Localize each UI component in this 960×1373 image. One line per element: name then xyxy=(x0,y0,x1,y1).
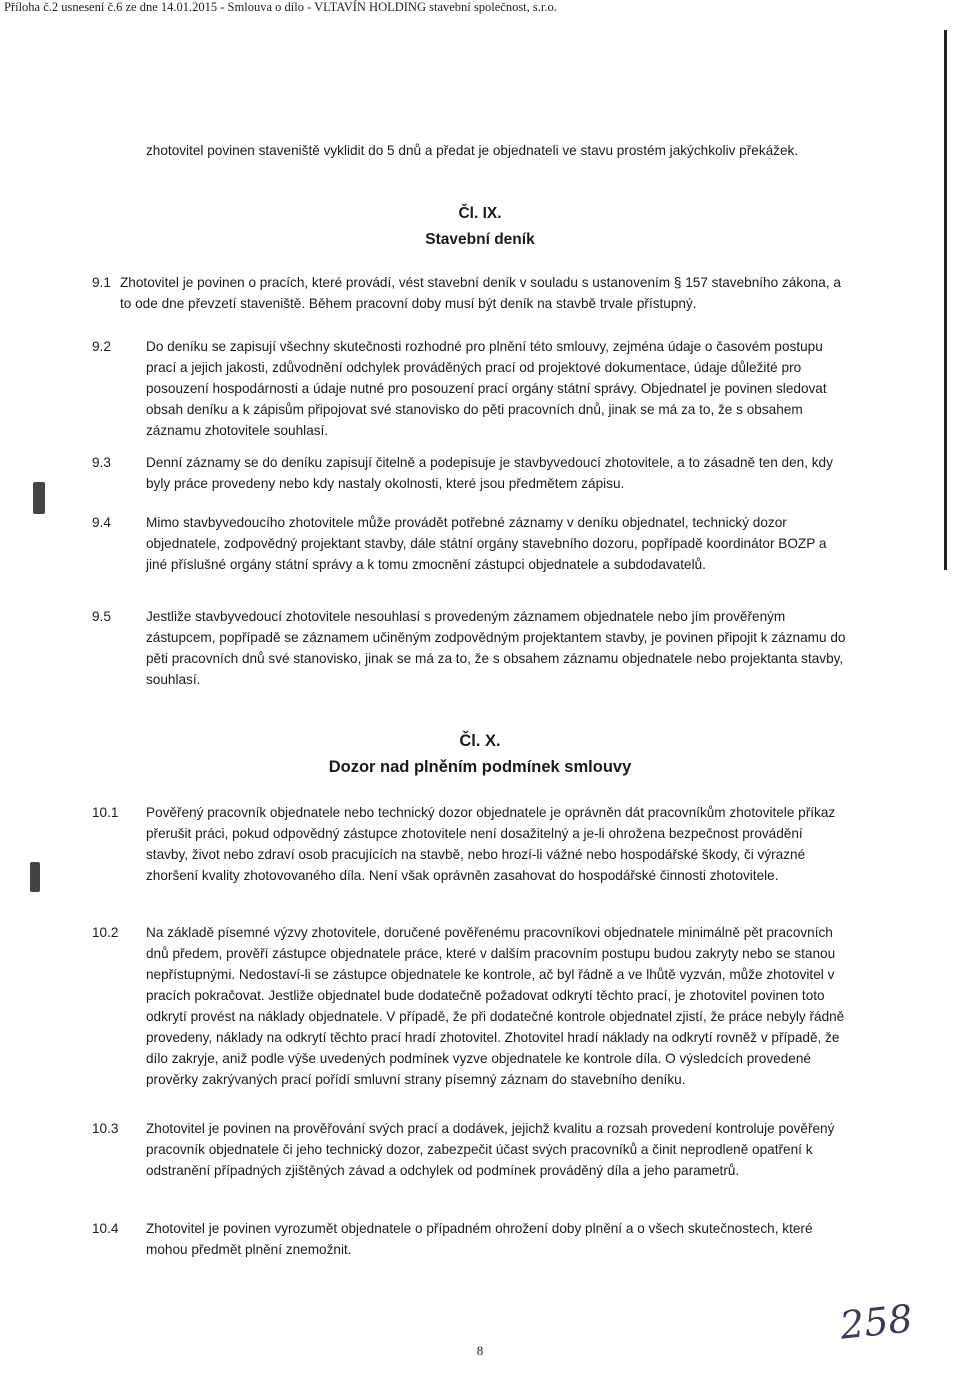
article-x-number: Čl. X. xyxy=(459,732,501,750)
clause-number: 9.4 xyxy=(92,515,111,530)
page-number: 8 xyxy=(476,1343,484,1358)
clause-text: Na základě písemné výzvy zhotovitele, doručené pověřenému pracovníkovi objednatele minimálně pět pracovních dnů předem, prověří zástupce objednatele práce, které v dalším pracovním postupu budou zakryty nebo se stanou nepřístupnými. Nedostaví-li se zástupce objednatele ke kontrole, ač byl řádně a ve lhůtě vyzván, může zhotovitel v pracích pokračovat. Jestliže objednatel bude dodatečně požadovat odkrytí těchto prací, je zhotovitel povinen toto odkrytí provést na náklady objednatele. V případě, že při dodatečné kontrole objednatel zjistí, že práce nebyly řádně provedeny, náklady na odkrytí těchto prací hradí zhotovitel. Zhotovitel hradí náklady na odkrytí rovněž v případě, že dílo zakryje, aniž podle výše uvedených podmínek vyzve objednatele ke kontrole díla. O výsledcích provedené prověrky zakrývaných prací pořídí smluvní strany písemný záznam do stavebního deníku. xyxy=(146,925,845,1087)
article-x-title: Dozor nad plněním podmínek smlouvy xyxy=(328,758,632,776)
clause-text: Mimo stavbyvedoucího zhotovitele může provádět potřebné záznamy v deníku objednatel, technický dozor objednatele, zodpovědný projektant stavby, dále státní orgány stavebního dozoru, popřípadě koordinátor BOZP a jiné příslušné orgány státní správy a k tomu zmocnění zástupci objednatele a subdodavatelů. xyxy=(146,515,827,572)
scan-edge-line xyxy=(944,30,947,570)
clause-text: Denní záznamy se do deníku zapisují čitelně a podepisuje je stavbyvedoucí zhotovitele, a to zásadně ten den, kdy byly práce provedeny nebo kdy nastaly okolnosti, které jsou předmětem zápisu. xyxy=(146,455,833,491)
document-header: Příloha č.2 usnesení č.6 ze dne 14.01.2015 - Smlouva o dílo - VLTAVÍN HOLDING stavební společnost, s.r.o. xyxy=(4,0,557,14)
article-ix-number: Čl. IX. xyxy=(458,205,502,222)
clause-number: 10.4 xyxy=(92,1221,119,1236)
binding-hole-mark xyxy=(30,862,40,892)
clause-text: Do deníku se zapisují všechny skutečnosti rozhodné pro plnění této smlouvy, zejména údaje o časovém postupu prací a jejich jakosti, zdůvodnění odchylek prováděných prací od projektové dokumentace, údaje důležité pro posouzení hospodárnosti a údaje nutné pro posouzení prací orgány státní správy. Objednatel je povinen sledovat obsah deníku a k zápisům připojovat své stanovisko do pěti pracovních dnů, jinak se má za to, že s obsahem záznamu zhotovitele souhlasí. xyxy=(146,339,827,438)
clause-number: 9.1 xyxy=(92,275,111,290)
intro-paragraph: zhotovitel povinen staveniště vyklidit do 5 dnů a předat je objednateli ve stavu prostém jakýchkoliv překážek. xyxy=(146,143,799,158)
clause-text: Jestliže stavbyvedoucí zhotovitele nesouhlasí s provedeným záznamem objednatele nebo jím prověřeným zástupcem, popřípadě se záznamem učiněným zodpovědným projektantem stavby, je povinen připojit k záznamu do pěti pracovních dnů své stanovisko, jinak se má za to, že s obsahem záznamu objednatele nebo projektanta stavby, souhlasí. xyxy=(146,609,846,687)
clause-number: 9.5 xyxy=(92,609,111,624)
clause-number: 9.3 xyxy=(92,455,111,470)
clause-number: 10.3 xyxy=(92,1121,119,1136)
handwritten-page-signature: 258 xyxy=(837,1296,915,1348)
clause-number: 9.2 xyxy=(92,339,111,354)
clause-text: Zhotovitel je povinen o pracích, které provádí, vést stavební deník v souladu s ustanovením § 157 stavebního zákona, a to ode dne převzetí staveniště. Během pracovní doby musí být deník na stavbě trvale přístupný. xyxy=(120,275,841,311)
binding-hole-mark xyxy=(33,482,45,514)
clause-number: 10.2 xyxy=(92,925,119,940)
clause-number: 10.1 xyxy=(92,805,119,820)
clause-text: Pověřený pracovník objednatele nebo technický dozor objednatele je oprávněn dát pracovníkům zhotovitele příkaz přerušit práci, pokud odpovědný zástupce zhotovitele není dosažitelný a je-li ohrožena bezpečnost provádění stavby, život nebo zdraví osob pracujících na stavbě, nebo hrozí-li vážné nebo hospodářské škody, či výrazné zhoršení kvality zhotovovaného díla. Není však oprávněn zasahovat do hospodářské činnosti zhotovitele. xyxy=(146,805,836,883)
clause-text: Zhotovitel je povinen na prověřování svých prací a dodávek, jejichž kvalitu a rozsah provedení kontroluje pověřený pracovník objednatele či jeho technický dozor, zabezpečit účast svých pracovníků a činit neprodleně opatření k odstranění případných zjištěných závad a odchylek od podmínek prováděný díla a jeho parametrů. xyxy=(146,1121,835,1178)
clause-text: Zhotovitel je povinen vyrozumět objednatele o případném ohrožení doby plnění a o všech skutečnostech, které mohou předmět plnění znemožnit. xyxy=(146,1221,813,1257)
article-ix-title: Stavební deník xyxy=(425,231,535,248)
